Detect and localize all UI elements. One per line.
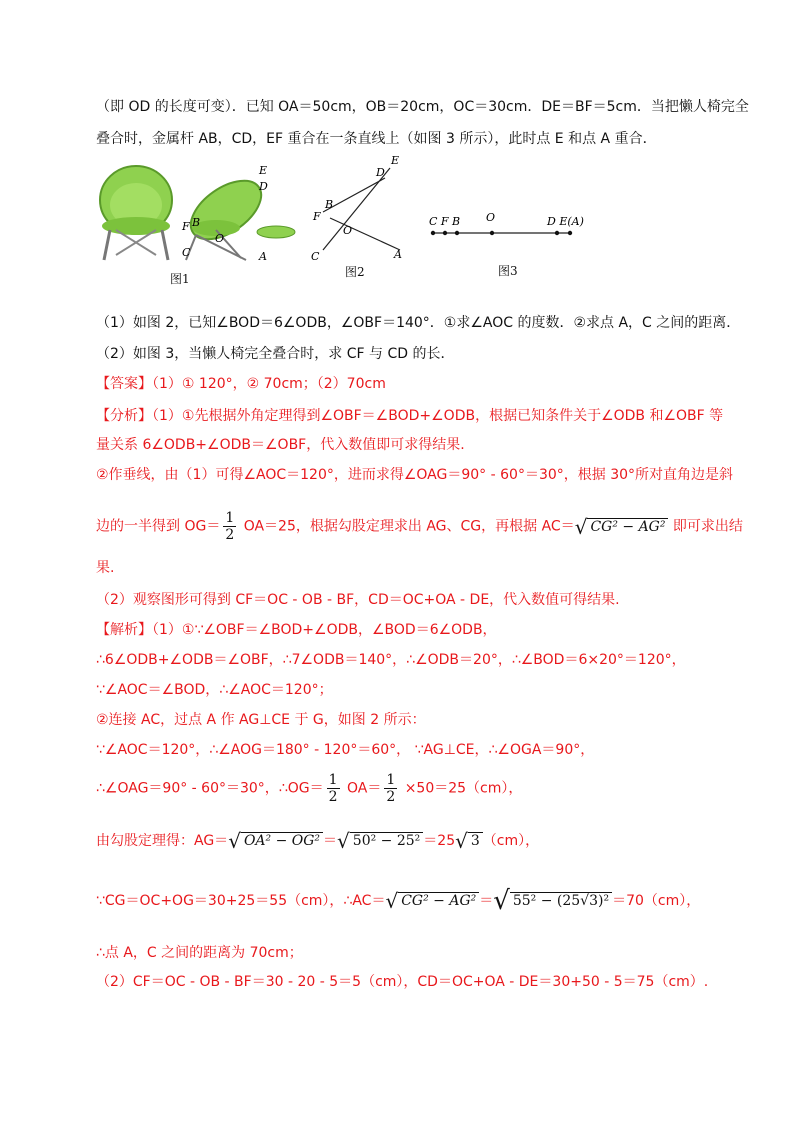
question-2: （2）如图 3，当懒人椅完全叠合时，求 CF 与 CD 的长． bbox=[96, 346, 455, 362]
fig3-label-right: D E(A) bbox=[547, 215, 584, 228]
figure-3-caption: 图3 bbox=[498, 264, 518, 278]
fraction-half: $\frac{1}{2}$ bbox=[225, 510, 235, 543]
fraction-half-3: $\frac{1}{2}$ bbox=[386, 772, 396, 805]
fig1-label-e: E bbox=[259, 164, 268, 177]
solution-text-6b: OA＝ bbox=[342, 780, 382, 797]
figure-3-diagram bbox=[425, 205, 585, 245]
solution-line-2: ∴6∠ODB+∠ODB＝∠OBF，∴7∠ODB＝140°，∴∠ODB＝20°，∴∠BOD＝6×20°＝120°， bbox=[96, 652, 686, 668]
fig2-label-b: B bbox=[325, 198, 334, 211]
figure-2-caption: 图2 bbox=[345, 265, 365, 279]
analysis-line-1 bbox=[96, 406, 723, 426]
sqrt-cg-ag-2: √ CG² − AG² bbox=[385, 884, 479, 918]
fig2-label-a: A bbox=[394, 248, 402, 261]
fig3-label-left: C F B bbox=[429, 215, 461, 228]
sqrt-oa-og: √ OA² − OG² bbox=[228, 826, 323, 856]
fig1-label-a: A bbox=[259, 250, 267, 263]
analysis-tag: 【分析】 bbox=[96, 408, 152, 424]
solution-eq-7: ＝ bbox=[323, 833, 338, 849]
intro-line-1: （即 OD 的长度可变）．已知 OA＝50cm，OB＝20cm，OC＝30cm．DE＝BF＝5cm．当把懒人椅完全 bbox=[96, 99, 749, 115]
solution-tag: 【解析】 bbox=[96, 622, 152, 638]
analysis-line-2: 量关系 6∠ODB+∠ODB＝∠OBF，代入数值即可求得结果. bbox=[96, 437, 465, 453]
fig1-label-d: D bbox=[259, 180, 268, 193]
solution-line-7 bbox=[96, 826, 539, 856]
analysis-line-4 bbox=[96, 510, 743, 543]
figure-1-chairs bbox=[96, 160, 296, 290]
solution-text-6c: ×50＝25（cm）， bbox=[400, 780, 523, 797]
solution-line-4: ②连接 AC，过点 A 作 AG⊥CE 于 G，如图 2 所示： bbox=[96, 712, 426, 728]
sqrt-50-25: √ 50² − 25² bbox=[337, 826, 423, 856]
solution-text-8b: ＝70（cm）， bbox=[612, 893, 701, 909]
fig2-label-c: C bbox=[311, 250, 320, 263]
figure-1-caption: 图1 bbox=[170, 272, 190, 286]
analysis-line-6: （2）观察图形可得到 CF＝OC - OB - BF，CD＝OC+OA - DE，代入数值可得结果. bbox=[96, 592, 620, 608]
analysis-line-3: ②作垂线，由（1）可得∠AOC＝120°，进而求得∠OAG＝90° - 60°＝30°，根据 30°所对直角边是斜 bbox=[96, 467, 734, 483]
solution-text-7b: ＝25 bbox=[423, 833, 456, 849]
fig2-label-d: D bbox=[376, 166, 385, 179]
solution-text-6a: ∴∠OAG＝90° - 60°＝30°，∴OG＝ bbox=[96, 780, 324, 797]
intro-line-2: 叠合时，金属杆 AB，CD，EF 重合在一条直线上（如图 3 所示），此时点 E 和点 A 重合． bbox=[96, 131, 657, 147]
sqrt-55-25root3: √ 55² − (25√3)² bbox=[493, 884, 612, 918]
solution-line-9: ∴点 A，C 之间的距离为 70cm； bbox=[96, 945, 303, 961]
solution-line-10: （2）CF＝OC - OB - BF＝30 - 20 - 5＝5（cm），CD＝OC+OA - DE＝30+50 - 5＝75（cm）. bbox=[96, 974, 709, 990]
fig2-label-o: O bbox=[343, 224, 353, 237]
fig1-label-c: C bbox=[182, 246, 191, 259]
solution-line-6 bbox=[96, 772, 522, 805]
answer-line bbox=[96, 374, 386, 394]
solution-line-1 bbox=[96, 620, 497, 640]
figure-2-diagram bbox=[305, 150, 415, 270]
solution-eq-8: ＝ bbox=[479, 893, 494, 909]
analysis-text-4a: 边的一半得到 OG＝ bbox=[96, 518, 221, 535]
solution-line-8 bbox=[96, 884, 700, 918]
solution-line-3: ∵∠AOC＝∠BOD，∴∠AOC＝120°； bbox=[96, 682, 333, 698]
fig3-label-o: O bbox=[486, 211, 496, 224]
question-1: （1）如图 2，已知∠BOD＝6∠ODB，∠OBF＝140°．①求∠AOC 的度数．②求点 A，C 之间的距离． bbox=[96, 315, 741, 331]
solution-text-7a: 由勾股定理得：AG＝ bbox=[96, 833, 229, 849]
solution-line-5: ∵∠AOC＝120°，∴∠AOG＝180° - 120°＝60°， ∵AG⊥CE，∴∠OGA＝90°， bbox=[96, 742, 595, 758]
solution-text-8a: ∵CG＝OC+OG＝30+25＝55（cm），∴AC＝ bbox=[96, 893, 386, 909]
answer-tag: 【答案】 bbox=[96, 376, 152, 392]
analysis-text-1: （1）①先根据外角定理得到∠OBF＝∠BOD+∠ODB，根据已知条件关于∠ODB 和∠OBF 等 bbox=[152, 408, 724, 424]
answer-text: （1）① 120°，② 70cm；（2）70cm bbox=[152, 376, 386, 392]
fraction-half-2: $\frac{1}{2}$ bbox=[328, 772, 338, 805]
analysis-line-5: 果. bbox=[96, 560, 115, 576]
analysis-text-4c: 即可求出结 bbox=[668, 518, 743, 535]
analysis-text-4b: OA＝25，根据勾股定理求出 AG、CG，再根据 AC＝ bbox=[239, 518, 575, 535]
fig1-label-f: F bbox=[182, 220, 190, 233]
sqrt-3: √ 3 bbox=[455, 826, 483, 856]
fig1-label-o: O bbox=[215, 232, 225, 245]
fig2-label-f: F bbox=[313, 210, 321, 223]
solution-text-1: （1）①∵∠OBF＝∠BOD+∠ODB，∠BOD＝6∠ODB， bbox=[152, 622, 497, 638]
fig2-label-e: E bbox=[391, 154, 400, 167]
solution-text-7c: （cm）， bbox=[482, 833, 540, 849]
sqrt-cg-ag: √ CG² − AG² bbox=[575, 511, 669, 543]
fig1-label-b: B bbox=[192, 216, 201, 229]
